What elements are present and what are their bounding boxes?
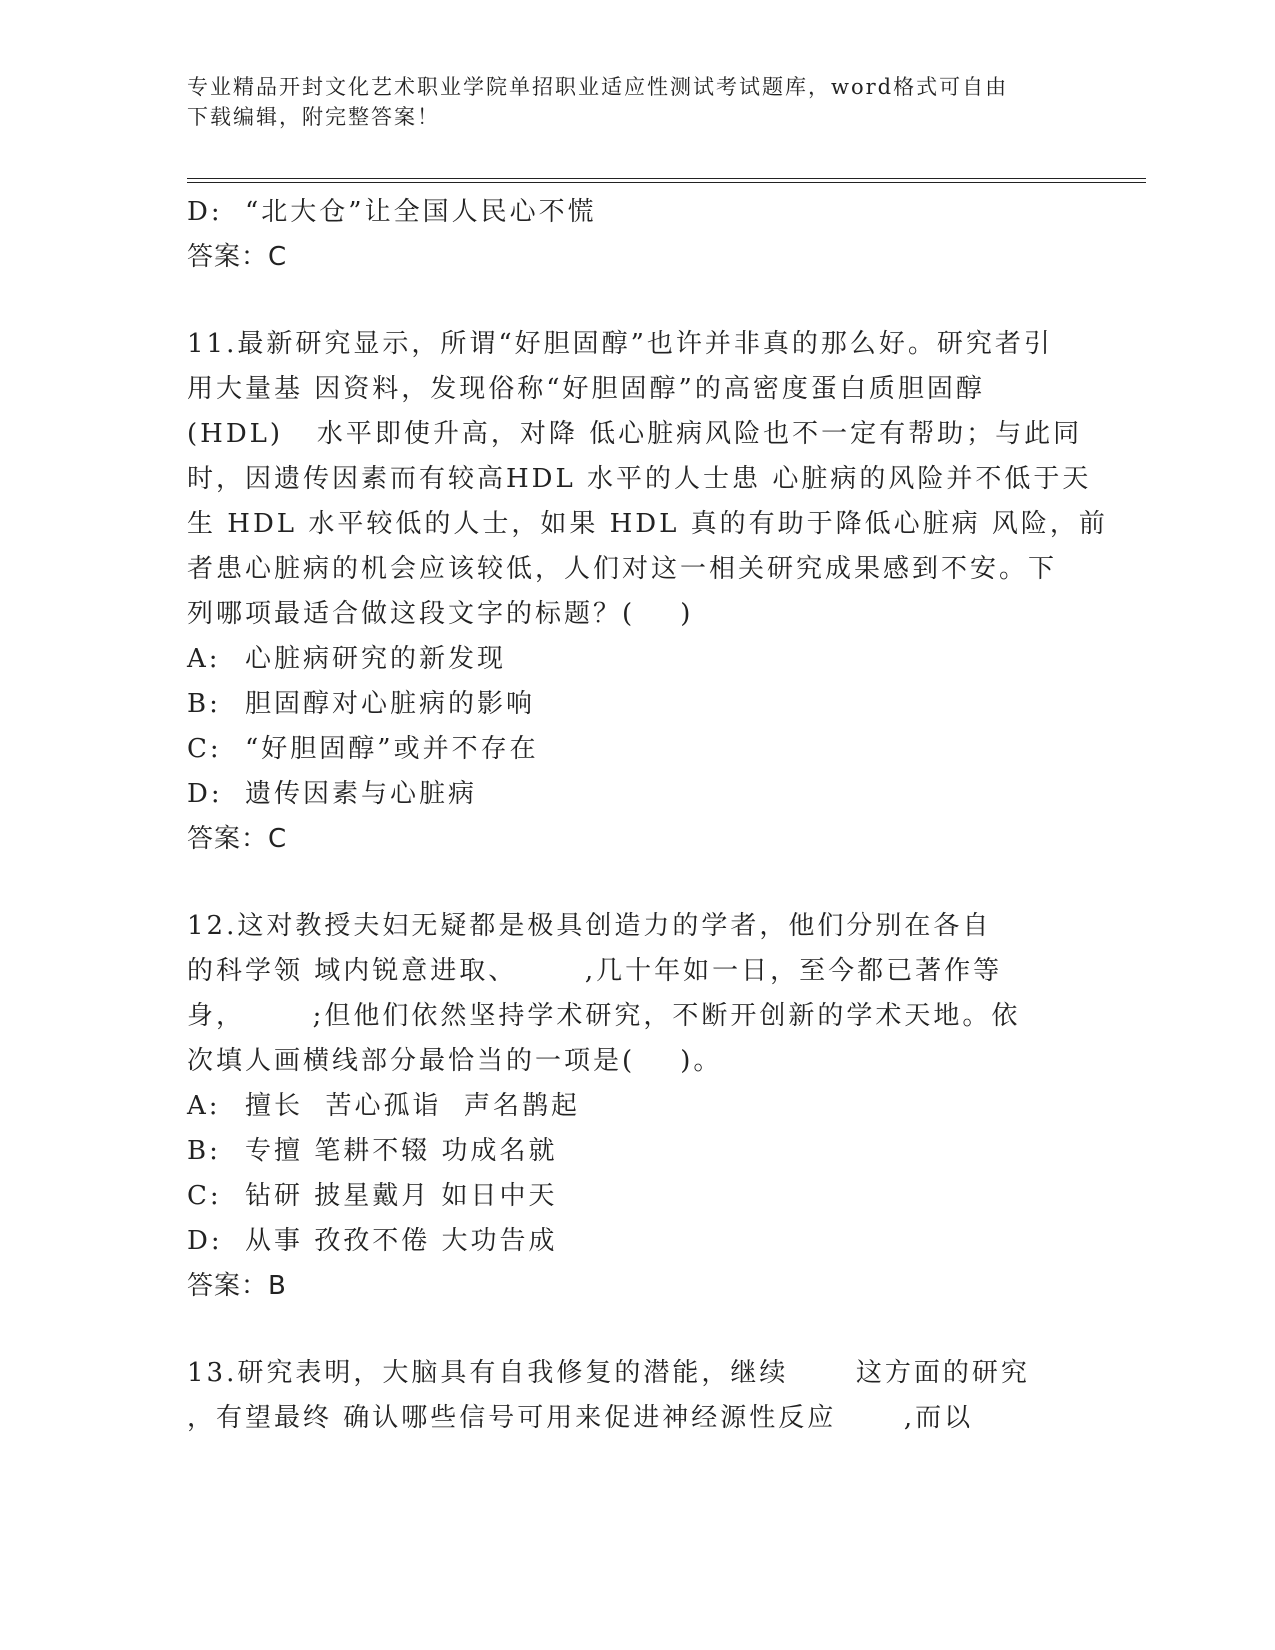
option-text: 心脏病研究的新发现 <box>245 644 507 674</box>
option-text: 胆固醇对心脏病的影响 <box>245 689 536 719</box>
option-d <box>187 772 1087 817</box>
header-line-1: 专业精品开封文化艺术职业学院单招职业适应性测试考试题库，word格式可自由 <box>187 75 1009 99</box>
option-text: 擅长 苦心孤诣 声名鹊起 <box>245 1091 581 1121</box>
question-text-line: 身， ;但他们依然坚持学术研究，不断开创新的学术天地。依 <box>187 1001 1021 1031</box>
option-label: D: <box>187 197 223 227</box>
answer: 答案：C <box>187 824 288 854</box>
document-header <box>187 72 1067 132</box>
question-12 <box>187 904 1087 1084</box>
question-text-line: 次填人画横线部分最恰当的一项是( )。 <box>187 1046 723 1076</box>
option-c <box>187 727 1087 772</box>
option-b <box>187 1129 1087 1174</box>
option-c <box>187 1174 1087 1219</box>
option-a <box>187 1084 1087 1129</box>
question-text-line: 12.这对教授夫妇无疑都是极具创造力的学者，他们分别在各自 <box>187 911 992 941</box>
answer: 答案：C <box>187 242 288 272</box>
option-label: D: <box>187 1226 223 1256</box>
question-text-line: 时，因遗传因素而有较高HDL 水平的人士患 心脏病的风险并不低于天 <box>187 464 1092 494</box>
question-text-line: 生 HDL 水平较低的人士，如果 HDL 真的有助于降低心脏病 风险，前 <box>187 509 1108 539</box>
option-label: B: <box>187 1136 221 1166</box>
question-text-line: 用大量基 因资料，发现俗称“好胆固醇”的高密度蛋白质胆固醇 <box>187 374 985 404</box>
option-label: A: <box>187 1091 221 1121</box>
option-text: 专擅 笔耕不辍 功成名就 <box>245 1136 558 1166</box>
answer: 答案：B <box>187 1271 287 1301</box>
option-text: 钻研 披星戴月 如日中天 <box>245 1181 558 1211</box>
question-text-line: 的科学领 域内锐意进取、 ,几十年如一日，至今都已著作等 <box>187 956 1003 986</box>
header-divider-bottom <box>187 182 1146 183</box>
question-11 <box>187 322 1108 637</box>
option-a <box>187 637 1087 682</box>
option-label: C: <box>187 734 222 764</box>
option-d <box>187 1219 1087 1264</box>
question-13 <box>187 1351 1087 1441</box>
option-d <box>187 190 1087 235</box>
document-body <box>187 190 1108 1441</box>
question-text-line: ，有望最终 确认哪些信号可用来促进神经源性反应 ,而以 <box>187 1403 974 1433</box>
option-b <box>187 682 1087 727</box>
header-line-2: 下载编辑，附完整答案！ <box>187 105 440 129</box>
option-label: A: <box>187 644 221 674</box>
header-divider-top <box>187 178 1146 179</box>
question-text-line: 13.研究表明，大脑具有自我修复的潜能，继续 这方面的研究 <box>187 1358 1030 1388</box>
question-text-line: (HDL) 水平即使升高，对降 低心脏病风险也不一定有帮助；与此同 <box>187 419 1083 449</box>
option-label: D: <box>187 779 223 809</box>
option-text: “北大仓”让全国人民心不慌 <box>245 197 597 227</box>
question-text-line: 11.最新研究显示，所谓“好胆固醇”也许并非真的那么好。研究者引 <box>187 329 1053 359</box>
option-label: B: <box>187 689 221 719</box>
option-label: C: <box>187 1181 222 1211</box>
option-text: “好胆固醇”或并不存在 <box>245 734 539 764</box>
question-text-line: 列哪项最适合做这段文字的标题？( ) <box>187 599 694 629</box>
option-text: 从事 孜孜不倦 大功告成 <box>245 1226 558 1256</box>
option-text: 遗传因素与心脏病 <box>245 779 478 809</box>
question-text-line: 者患心脏病的机会应该较低，人们对这一相关研究成果感到不安。下 <box>187 554 1058 584</box>
